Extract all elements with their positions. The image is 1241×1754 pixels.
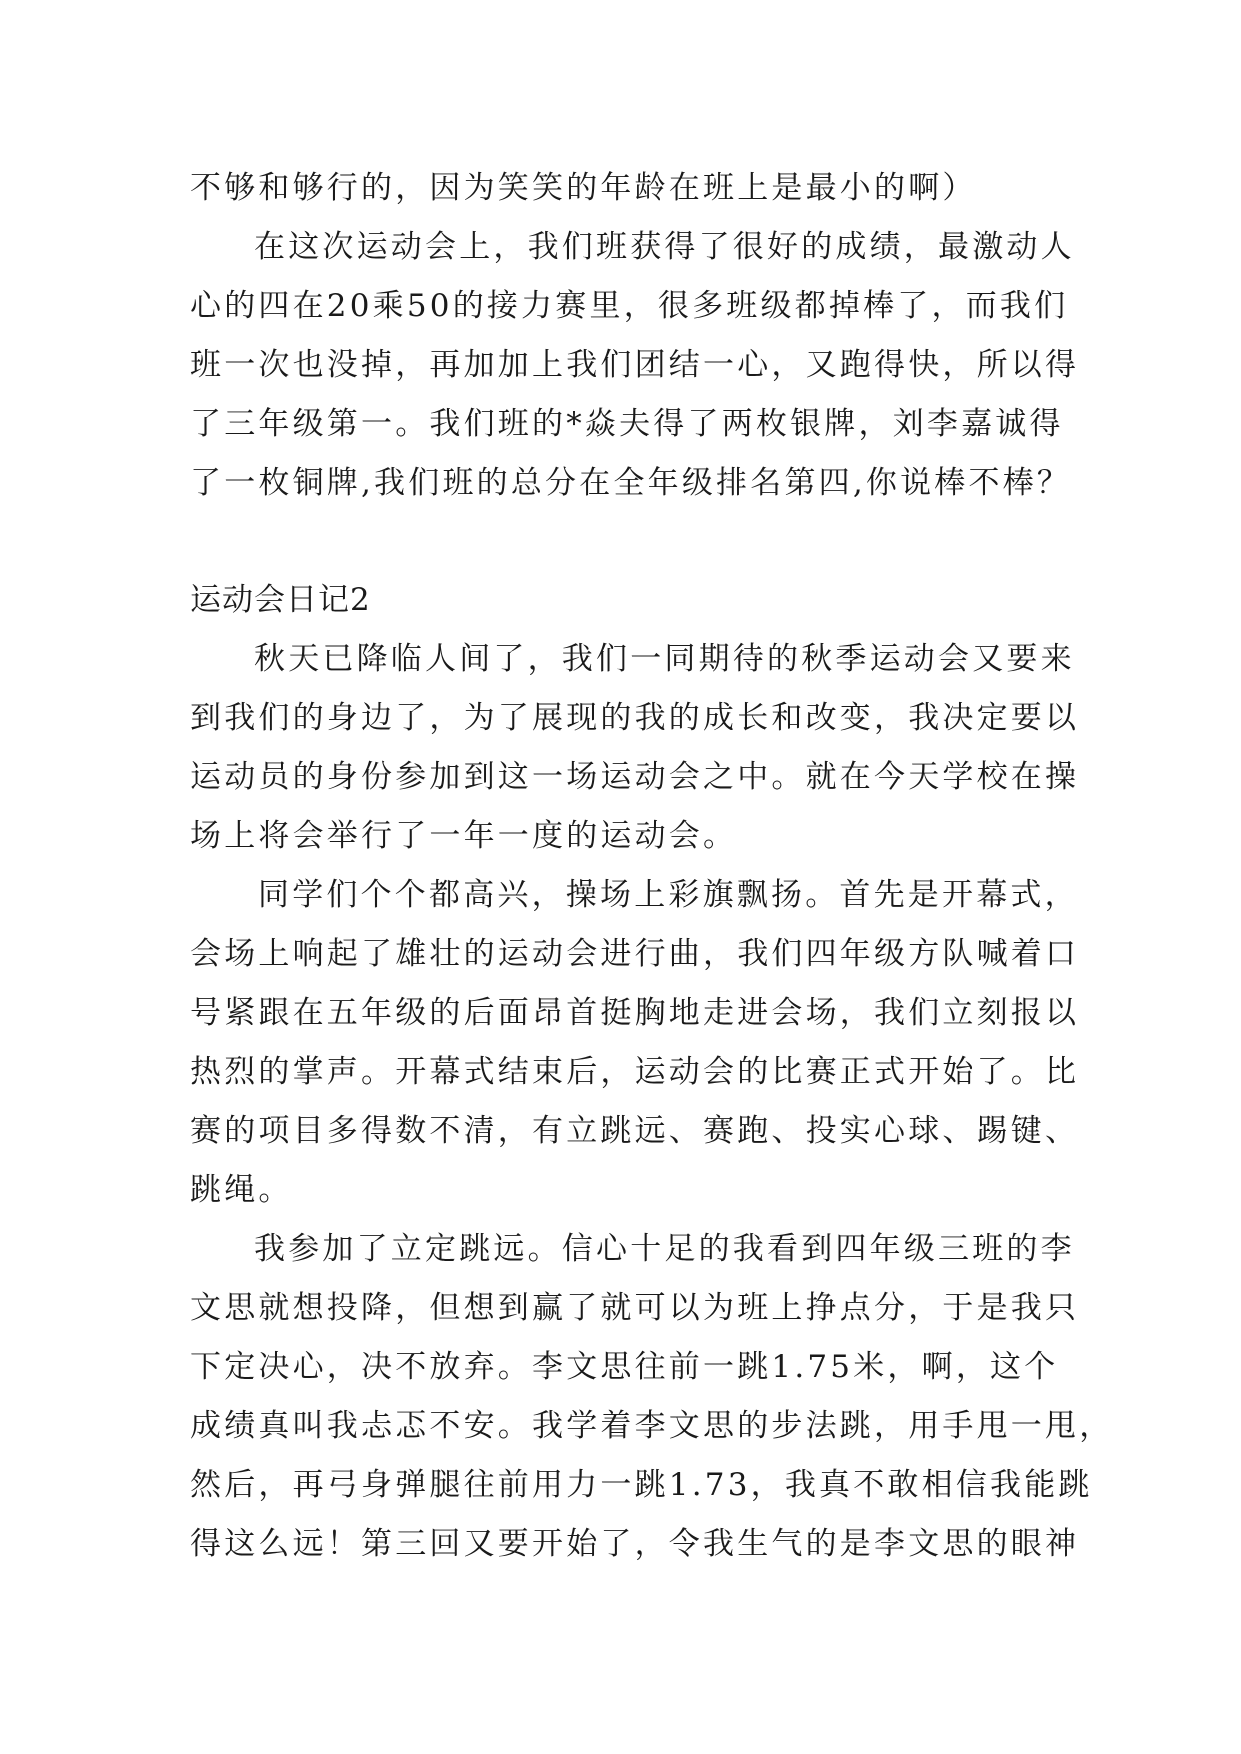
paragraph-line: 下定决心，决不放弃。李文思往前一跳1.75米，啊，这个 [190, 1349, 1059, 1385]
paragraph-line: 会场上响起了雄壮的运动会进行曲，我们四年级方队喊着口 [190, 936, 1080, 972]
paragraph-line: 得这么远！第三回又要开始了，令我生气的是李文思的眼神 [190, 1526, 1080, 1562]
paragraph-line: 赛的项目多得数不清，有立跳远、赛跑、投实心球、踢键、 [190, 1113, 1080, 1149]
paragraph-line: 到我们的身边了，为了展现的我的成长和改变，我决定要以 [190, 700, 1080, 736]
paragraph-line: 然后，再弓身弹腿往前用力一跳1.73，我真不敢相信我能跳 [190, 1467, 1093, 1503]
paragraph-line: 同学们个个都高兴，操场上彩旗飘扬。首先是开幕式， [258, 877, 1079, 913]
paragraph-line: 运动员的身份参加到这一场运动会之中。就在今天学校在操 [190, 759, 1080, 795]
paragraph-line: 号紧跟在五年级的后面昂首挺胸地走进会场，我们立刻报以 [190, 995, 1080, 1031]
paragraph-line: 文思就想投降，但想到赢了就可以为班上挣点分，于是我只 [190, 1290, 1080, 1326]
paragraph-line: 秋天已降临人间了，我们一同期待的秋季运动会又要来 [254, 641, 1075, 677]
paragraph-line: 成绩真叫我忐忑不安。我学着李文思的步法跳，用手甩一甩， [190, 1408, 1114, 1444]
paragraph-line: 了三年级第一。我们班的*焱夫得了两枚银牌，刘李嘉诚得 [190, 406, 1064, 442]
paragraph-line: 班一次也没掉，再加加上我们团结一心，又跑得快，所以得 [190, 347, 1080, 383]
paragraph-line: 了一枚铜牌,我们班的总分在全年级排名第四,你说棒不棒？ [190, 465, 1072, 501]
section-heading: 运动会日记2 [190, 582, 371, 618]
paragraph-line: 不够和够行的，因为笑笑的年龄在班上是最小的啊） [190, 170, 977, 206]
paragraph-line: 在这次运动会上，我们班获得了很好的成绩，最激动人 [254, 229, 1075, 265]
paragraph-line: 热烈的掌声。开幕式结束后，运动会的比赛正式开始了。比 [190, 1054, 1080, 1090]
paragraph-line: 我参加了立定跳远。信心十足的我看到四年级三班的李 [254, 1231, 1075, 1267]
paragraph-line: 场上将会举行了一年一度的运动会。 [190, 818, 738, 854]
paragraph-line: 心的四在20乘50的接力赛里，很多班级都掉棒了，而我们 [190, 288, 1069, 324]
paragraph-line: 跳绳。 [190, 1172, 293, 1208]
